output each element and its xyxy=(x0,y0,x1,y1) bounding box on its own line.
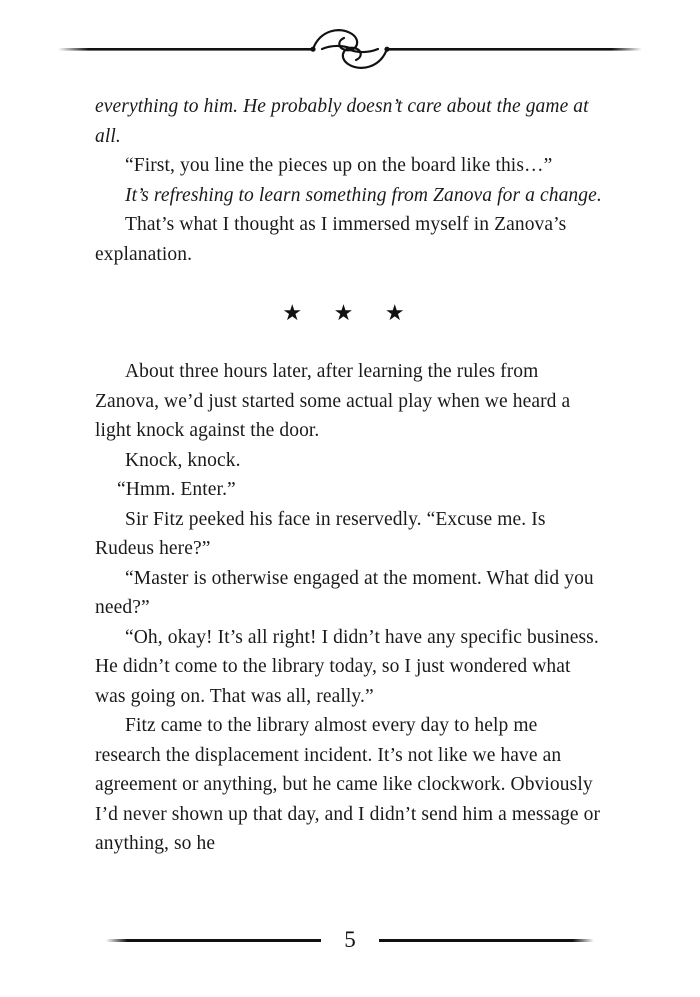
paragraph: Sir Fitz peeked his face in reservedly. “Excuse me. Is Rudeus here?” xyxy=(95,508,546,559)
paragraph: It’s refreshing to learn something from Zanova for a change. xyxy=(125,184,602,206)
page-number: 5 xyxy=(344,927,356,952)
page-footer xyxy=(0,905,700,997)
paragraph: “First, you line the pieces up on the board like this…” xyxy=(125,155,553,176)
paragraph: “Hmm. Enter.” xyxy=(117,479,236,500)
paragraph: Fitz came to the library almost every day to help me research the displacement incident. It’s not like we have an agreement or anything, but he came like clockwork. Obviously I’d never shown up that day, and I didn’t send him a message or anything, so he xyxy=(95,715,601,854)
paragraph: “Master is otherwise engaged at the moment. What did you need?” xyxy=(95,567,594,618)
paragraph: About three hours later, after learning the rules from Zanova, we’d just started some actual play when we heard a light knock against the door. xyxy=(95,361,571,441)
paragraph: “Oh, okay! It’s all right! I didn’t have any specific business. He didn’t come to the library today, so I just wondered what was going on. That was all, really.” xyxy=(95,626,599,707)
paragraph: everything to him. He probably doesn’t care about the game at all. xyxy=(95,96,589,147)
footer-rule-left xyxy=(106,939,321,942)
scene-break: ★ ★ ★ xyxy=(282,300,418,325)
footer-rule-right xyxy=(379,939,594,942)
header-ornament xyxy=(0,0,700,70)
page-body xyxy=(0,70,700,905)
paragraph: Knock, knock. xyxy=(125,449,241,471)
paragraph: That’s what I thought as I immersed myself in Zanova’s explanation. xyxy=(95,214,567,265)
